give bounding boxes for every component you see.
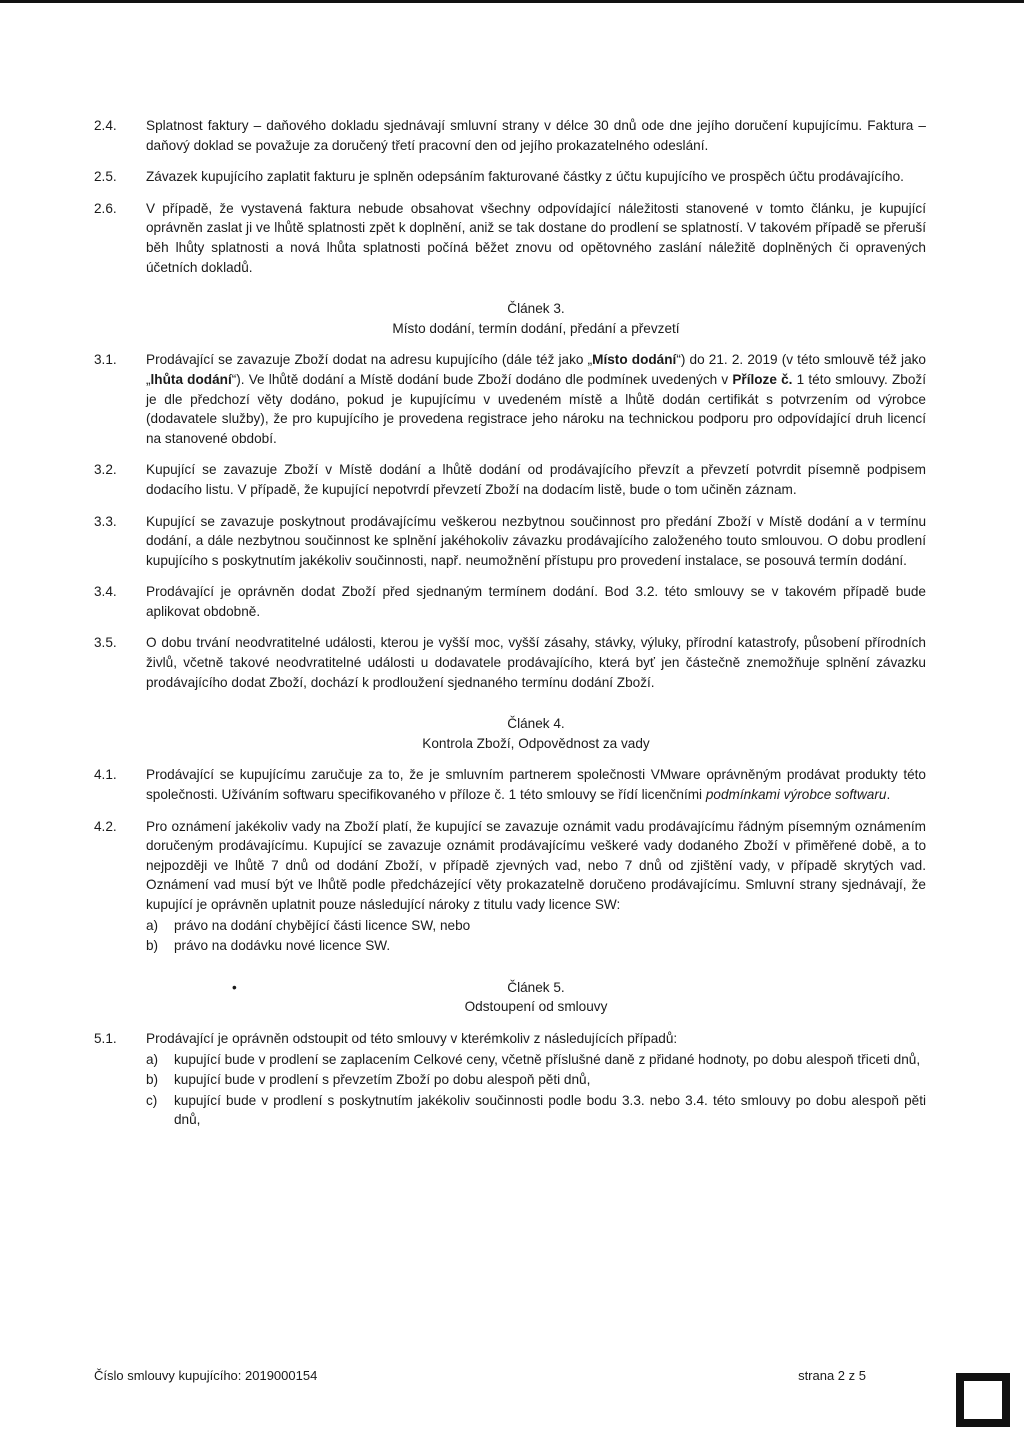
text-run: . bbox=[886, 787, 891, 803]
clause-text bbox=[146, 765, 926, 804]
clause-3-3 bbox=[94, 512, 926, 571]
italic-term: podmínkami výrobce softwaru bbox=[705, 787, 887, 803]
clause-3-1 bbox=[94, 350, 926, 448]
text-run: 1 této smlouvy. Zboží je dle předchozí věty dodáno, pokud je kupujícímu v uvedeném místě a lhůtě dodán certifikát s potvrzením od výrobce (dodavatele služby), že pro kupujícího je provedena registrace jeho nároku na technickou podporu pro odpovídající druh licencí na stanovené období. bbox=[146, 371, 926, 446]
clause-text bbox=[146, 817, 926, 956]
clause-number: 3.4. bbox=[94, 584, 117, 600]
clause-paragraph: Pro oznámení jakékoliv vady na Zboží platí, že kupující se zavazuje oznámit vadu prodávajícímu řádným písemným oznámením doručeným prodávajícímu. Kupující se zavazuje oznámit prodávajícímu veškeré vady dodaného Zboží v přiměřené době, a to nejpozději ve lhůtě 7 dnů od dodání Zboží, v případě zjevných vad, nebo 7 dnů od zjištění vady, v případě skrytých vad. Oznámení vad musí být ve lhůtě podle předcházející věty prokazatelně doručeno prodávajícímu. Smluvní strany sjednávají, že kupující je oprávněn uplatnit pouze následující nároky z titulu vady licence SW: bbox=[146, 818, 926, 912]
clause-3-2 bbox=[94, 460, 926, 499]
clause-text: Prodávající je oprávněn dodat Zboží před sjednaným termínem dodání. Bod 3.2. této smlouvy se v takovém případě bude aplikovat obdobně. bbox=[146, 584, 926, 619]
clause-2-4 bbox=[94, 116, 926, 155]
clause-3-5 bbox=[94, 633, 926, 692]
bold-term-lhuta-dodani: lhůta dodání bbox=[150, 371, 232, 387]
footer-contract-number: Číslo smlouvy kupujícího: 2019000154 bbox=[94, 1368, 318, 1383]
clause-number: 3.3. bbox=[94, 513, 117, 529]
top-border-line bbox=[0, 0, 1024, 3]
list-item-text: kupující bude v prodlení s převzetím Zboží po dobu alespoň pěti dnů, bbox=[174, 1072, 591, 1088]
clause-text: O dobu trvání neodvratitelné události, kterou je vyšší moc, vyšší zásahy, stávky, výluky, přírodní katastrofy, působení přírodních živlů, včetně takové neodvratitelné události u dodavatele prodávajícího, která byť jen částečně znemožňuje splnění závazku prodávajícího dodat Zboží, dochází k prodloužení sjednaného termínu dodání Zboží. bbox=[146, 635, 926, 690]
clause-text bbox=[146, 1029, 926, 1130]
document-page bbox=[94, 116, 926, 1142]
article-3-heading bbox=[94, 299, 926, 338]
clause-number: 2.4. bbox=[94, 118, 117, 133]
clause-3-4 bbox=[94, 582, 926, 621]
clause-5-1 bbox=[94, 1029, 926, 1130]
clause-paragraph: Prodávající je oprávněn odstoupit od této smlouvy v kterémkoliv z následujících případů: bbox=[146, 1030, 678, 1046]
article-3-subtitle: Místo dodání, termín dodání, předání a převzetí bbox=[392, 320, 680, 336]
article-4-heading bbox=[94, 714, 926, 753]
list-item-text: kupující bude v prodlení s poskytnutím jakékoliv součinnosti podle bodu 3.3. nebo 3.4. této smlouvy po dobu alespoň pěti dnů, bbox=[174, 1092, 926, 1128]
corner-mark-inner bbox=[964, 1381, 1002, 1419]
clause-2-6 bbox=[94, 199, 926, 277]
clause-text: Splatnost faktury – daňového dokladu sjednávají smluvní strany v délce 30 dnů ode dne jejího doručení kupujícímu. Faktura – daňový doklad se považuje za doručený třetí pracovní den od jejího prokazatelného odeslání. bbox=[146, 118, 926, 153]
clause-number: 4.1. bbox=[94, 767, 117, 783]
list-item bbox=[146, 1050, 926, 1070]
list-item-label: a) bbox=[146, 917, 159, 933]
corner-registration-mark bbox=[956, 1373, 1010, 1427]
list-item bbox=[146, 936, 926, 956]
article-4-title: Článek 4. bbox=[507, 716, 565, 732]
bold-term-misto-dodani: Místo dodání bbox=[592, 352, 677, 368]
clause-text bbox=[146, 350, 926, 448]
clause-number: 4.2. bbox=[94, 818, 117, 834]
page-footer bbox=[94, 1368, 926, 1383]
list-item-text: právo na dodání chybějící části licence SW, nebo bbox=[174, 917, 471, 933]
list-item-label: c) bbox=[146, 1092, 158, 1108]
list-item-label: b) bbox=[146, 1072, 159, 1088]
text-run: “). Ve lhůtě dodání a Místě dodání bude Zboží dodáno dle podmínek uvedených v bbox=[231, 371, 733, 387]
text-run: Prodávající se zavazuje Zboží dodat na adresu kupujícího (dále též jako „ bbox=[146, 352, 593, 368]
clause-number: 3.5. bbox=[94, 635, 117, 651]
footer-page-number: strana 2 z 5 bbox=[798, 1368, 866, 1383]
clause-4-2 bbox=[94, 817, 926, 956]
clause-number: 2.5. bbox=[94, 169, 117, 185]
clause-number: 3.1. bbox=[94, 352, 117, 368]
stray-mark: • bbox=[232, 979, 237, 995]
list-item-label: b) bbox=[146, 938, 159, 954]
article-5-subtitle: Odstoupení od smlouvy bbox=[464, 999, 608, 1015]
clause-4-1 bbox=[94, 765, 926, 804]
list-item bbox=[146, 916, 926, 936]
bold-term-priloha: Příloze č. bbox=[732, 371, 793, 387]
article-5-heading bbox=[94, 978, 926, 1017]
text-run: “) do 21. 2. 2019 (v této smlouvě též jako „ bbox=[146, 352, 926, 387]
clause-number: 2.6. bbox=[94, 200, 117, 216]
list-item bbox=[146, 1070, 926, 1090]
article-5-title bbox=[146, 978, 926, 998]
list-item-label: a) bbox=[146, 1051, 159, 1067]
article-5-title-text: Článek 5. bbox=[507, 979, 565, 995]
article-4-subtitle: Kontrola Zboží, Odpovědnost za vady bbox=[422, 735, 650, 751]
text-run: Prodávající se kupujícímu zaručuje za to, že je smluvním partnerem společnosti VMware oprávněným prodávat produkty této společnosti. Užíváním softwaru specifikovaného v příloze č. 1 této smlouvy se řídí licenčními bbox=[146, 767, 926, 803]
list-item bbox=[146, 1091, 926, 1130]
clause-number: 3.2. bbox=[94, 462, 117, 478]
clause-text: Kupující se zavazuje poskytnout prodávajícímu veškerou nezbytnou součinnost pro předání Zboží v Místě dodání a v termínu dodání, a dále nezbytnou součinnost ke splnění jakéhokoliv závazku prodávajícího založeného touto smlouvou. O dobu prodlení kupujícího s poskytnutím jakékoliv součinnosti, např. neumožnění přístupu pro provedení instalace, se posouvá termín dodání. bbox=[146, 513, 926, 568]
clause-text: V případě, že vystavená faktura nebude obsahovat všechny odpovídající náležitosti stanovené v tomto článku, je kupující oprávněn zaslat ji ve lhůtě splatnosti zpět k doplnění, aniž se tak dostane do prodlení se splatností. V takovém případě se přeruší běh lhůty splatnosti a nová lhůta splatnosti počíná běžet znovu od opětovného zaslání náležitě doplněných či opravených účetních dokladů. bbox=[146, 200, 926, 275]
clause-2-5 bbox=[94, 167, 926, 187]
list-item-text: právo na dodávku nové licence SW. bbox=[174, 938, 391, 954]
list-item-text: kupující bude v prodlení se zaplacením Celkové ceny, včetně příslušné daně z přidané hodnoty, po dobu alespoň třiceti dnů, bbox=[174, 1051, 921, 1067]
clause-number: 5.1. bbox=[94, 1030, 117, 1046]
clause-text: Kupující se zavazuje Zboží v Místě dodání a lhůtě dodání od prodávajícího převzít a převzetí potvrdit písemně podpisem dodacího listu. V případě, že kupující nepotvrdí převzetí Zboží na dodacím listě, bude o tom učiněn záznam. bbox=[146, 462, 926, 497]
article-3-title: Článek 3. bbox=[507, 301, 565, 317]
clause-text: Závazek kupujícího zaplatit fakturu je splněn odepsáním fakturované částky z účtu kupujícího ve prospěch účtu prodávajícího. bbox=[146, 169, 904, 185]
